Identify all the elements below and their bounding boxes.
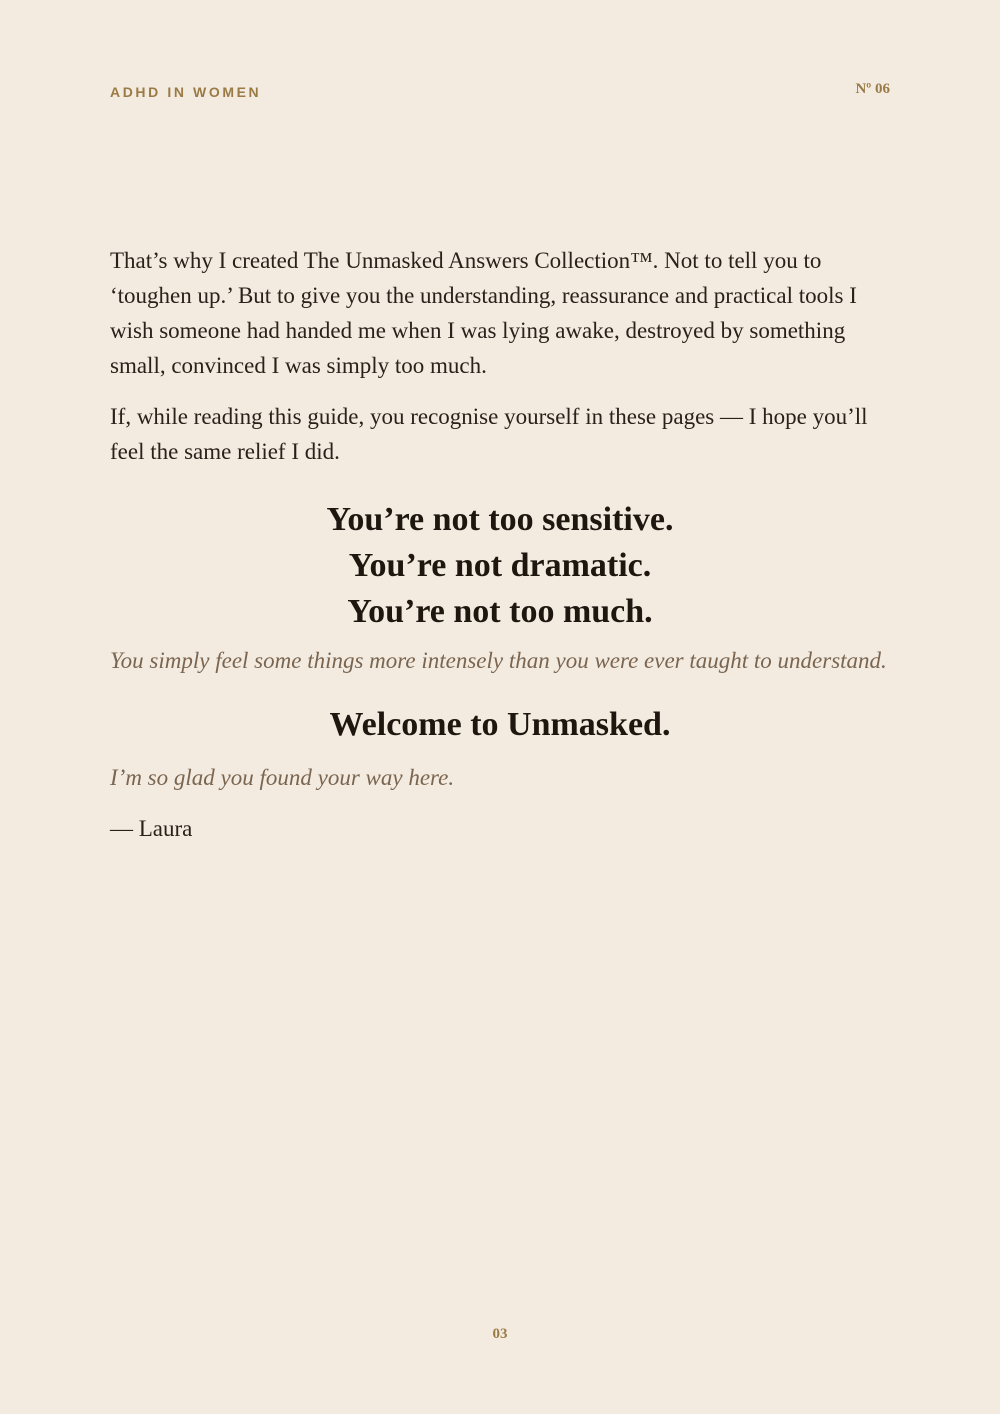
affirmation-line: You’re not dramatic. [348,547,652,584]
page-content [110,243,890,846]
issue-number: Nº 06 [855,81,890,97]
signature: — Laura [110,816,193,841]
affirmation-line: You’re not too much. [347,593,653,630]
body-paragraph: If, while reading this guide, you recognise yourself in these pages — I hope you’ll feel the same relief I did. [110,404,868,464]
body-paragraph: That’s why I created The Unmasked Answers Collection™. Not to tell you to ‘toughen up.’ But to give you the understanding, reassurance and practical tools I wish someone had handed me when I was lying awake, destroyed by something small, convinced I was simply too much. [110,248,857,378]
section-label: ADHD IN WOMEN [110,84,262,100]
italic-statement: You simply feel some things more intensely than you were ever taught to understand. [110,648,887,673]
welcome-heading: Welcome to Unmasked. [329,706,671,743]
affirmation-line: You’re not too sensitive. [326,501,674,538]
affirmations-block [110,497,890,635]
glad-line: I’m so glad you found your way here. [110,765,455,790]
page-number: 03 [492,1326,508,1342]
